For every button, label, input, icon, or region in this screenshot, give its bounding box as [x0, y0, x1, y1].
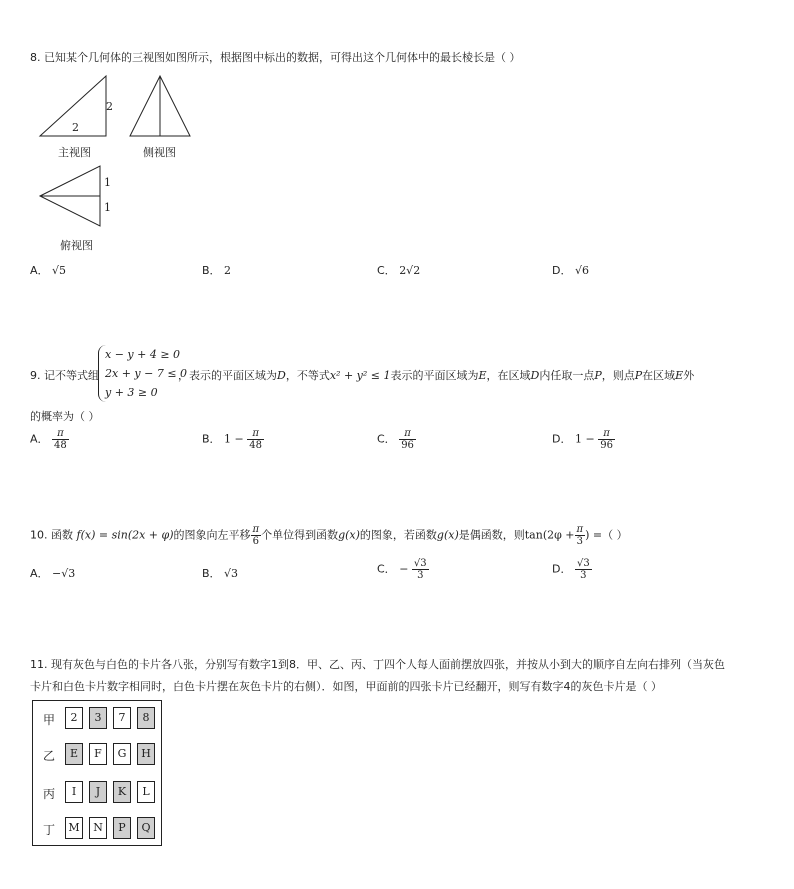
- gray-card[interactable]: Q: [137, 817, 155, 839]
- option-prefix: 1 −: [224, 432, 244, 446]
- option-value: √5: [52, 264, 67, 277]
- question-11-line-2: 卡片和白色卡片数字相同时，白色卡片摆在灰色卡片的右侧）．如图，甲面前的四张卡片已经翻开，则写有数字4的灰色卡片是（ ）: [30, 680, 662, 693]
- option-letter: D．: [552, 264, 572, 277]
- q9-circle-inequality: x² + y² ≤ 1: [329, 369, 391, 382]
- option-letter: A．: [30, 432, 49, 446]
- fraction: $\frac{\pi}{48}$: [249, 428, 262, 451]
- white-card[interactable]: 2: [65, 707, 83, 729]
- option-letter: A．: [30, 264, 49, 277]
- top-view-figure: [38, 164, 118, 230]
- card-row-person: 丙: [43, 787, 56, 801]
- q9-text-a: ，表示的平面区域为: [178, 369, 277, 382]
- q9-text-e: 内任取一点: [539, 369, 595, 382]
- card-grid: [32, 700, 162, 846]
- option-letter: C．: [377, 264, 396, 277]
- q10-function-g-2: g(x): [436, 528, 459, 542]
- option-letter: A．: [30, 567, 49, 580]
- q9-point-p: P: [594, 369, 602, 382]
- option-prefix: −: [399, 562, 409, 576]
- question-9-text: [178, 367, 694, 383]
- option-letter: C．: [377, 432, 396, 446]
- card-row: [33, 817, 161, 841]
- option-letter: B．: [202, 567, 221, 580]
- q9-option-a[interactable]: [30, 428, 69, 451]
- white-card[interactable]: 7: [113, 707, 131, 729]
- q9-text-f: ，则点: [601, 369, 635, 382]
- card-row: [33, 781, 161, 805]
- card-row-person: 丁: [43, 823, 56, 837]
- gray-card[interactable]: J: [89, 781, 107, 803]
- q9-region-d: D: [277, 369, 286, 382]
- option-letter: B．: [202, 432, 221, 446]
- q9-text-b: ，不等式: [285, 369, 330, 382]
- gray-card[interactable]: E: [65, 743, 83, 765]
- white-card[interactable]: M: [65, 817, 83, 839]
- question-8-text: 8. 已知某个几何体的三视图如图所示，根据图中标出的数据，可得出这个几何体中的最长棱长是（ ）: [30, 51, 521, 64]
- option-value: 2: [224, 264, 232, 277]
- q9-text-g: 在区域: [642, 369, 676, 382]
- option-value: −√3: [52, 567, 76, 580]
- front-view-height-label: 2: [106, 100, 113, 113]
- option-value: √6: [574, 264, 589, 277]
- top-view-dim-2: 1: [104, 201, 111, 214]
- fraction: $\frac{\pi}{96}$: [600, 428, 613, 451]
- q8-option-a[interactable]: [30, 262, 66, 278]
- side-view-caption: 侧视图: [143, 146, 176, 159]
- q9-text-d: ，在区域: [486, 369, 531, 382]
- q10-function-f: f(x) = sin(2x + φ): [76, 528, 174, 542]
- q10-tan-expr: tan(2φ +: [524, 528, 575, 542]
- option-letter: D．: [552, 562, 572, 576]
- fraction: $\frac{√3}{3}$: [413, 558, 427, 581]
- q10-option-a[interactable]: [30, 565, 75, 581]
- q10-text-c: 的图象，若函数: [359, 528, 437, 542]
- side-view-figure: [126, 72, 196, 142]
- fraction: $\frac{\pi}{48}$: [54, 428, 67, 451]
- q9-option-d[interactable]: [552, 428, 615, 451]
- q10-tan-fraction: $\frac{\pi}{3}$: [576, 524, 584, 547]
- option-letter: C．: [377, 562, 396, 576]
- inequality-3: y + 3 ≥ 0: [105, 386, 158, 399]
- white-card[interactable]: I: [65, 781, 83, 803]
- white-card[interactable]: G: [113, 743, 131, 765]
- option-value: √3: [224, 567, 239, 580]
- option-letter: B．: [202, 264, 221, 277]
- q9-text-c: 表示的平面区域为: [390, 369, 479, 382]
- question-10-text: [30, 524, 628, 547]
- q10-shift-fraction: $\frac{\pi}{6}$: [252, 524, 260, 547]
- fraction: $\frac{√3}{3}$: [576, 558, 590, 581]
- inequality-system: [98, 345, 187, 402]
- q8-option-b[interactable]: [202, 262, 231, 278]
- question-9-line-2: 的概率为（ ）: [30, 410, 100, 423]
- q10-option-b[interactable]: [202, 565, 238, 581]
- card-row: [33, 707, 161, 731]
- white-card[interactable]: L: [137, 781, 155, 803]
- q8-option-c[interactable]: [377, 262, 420, 278]
- front-view-figure: [38, 72, 128, 142]
- q10-option-c[interactable]: [377, 558, 429, 581]
- card-row: [33, 743, 161, 767]
- q10-number: 10. 函数: [30, 528, 73, 542]
- option-letter: D．: [552, 432, 572, 446]
- top-view-caption: 俯视图: [60, 239, 93, 252]
- option-prefix: 1 −: [574, 432, 595, 446]
- q9-region-d-2: D: [530, 369, 540, 382]
- fraction: $\frac{\pi}{96}$: [401, 428, 414, 451]
- card-row-person: 乙: [43, 749, 56, 763]
- option-value: 2√2: [399, 264, 421, 277]
- q10-text-b: 个单位得到函数: [261, 528, 339, 542]
- white-card[interactable]: F: [89, 743, 107, 765]
- q9-region-e: E: [478, 369, 487, 382]
- white-card[interactable]: N: [89, 817, 107, 839]
- front-view-base-label: 2: [72, 121, 79, 134]
- q9-option-b[interactable]: [202, 428, 264, 451]
- question-11-line-1: 11. 现有灰色与白色的卡片各八张，分别写有数字1到8．甲、乙、丙、丁四个人每人面前摆放四张，并按从小到大的顺序自左向右排列（当灰色: [30, 658, 725, 671]
- inequality-2: 2x + y − 7 ≤ 0: [105, 367, 188, 380]
- q10-text-a: 的图象向左平移: [173, 528, 251, 542]
- q8-option-d[interactable]: [552, 262, 589, 278]
- q9-text-h: 外: [683, 369, 695, 382]
- gray-card[interactable]: 3: [89, 707, 107, 729]
- q10-text-d: 是偶函数，则: [458, 528, 525, 542]
- q10-function-g: g(x): [338, 528, 360, 542]
- gray-card[interactable]: K: [113, 781, 131, 803]
- q9-region-e-2: E: [675, 369, 684, 382]
- question-9-number: 9. 记不等式组: [30, 369, 99, 382]
- card-row-person: 甲: [43, 713, 56, 727]
- top-view-dim-1: 1: [104, 176, 111, 189]
- q10-tan-close: ) =（ ）: [585, 528, 628, 542]
- gray-card[interactable]: H: [137, 743, 155, 765]
- front-view-caption: 主视图: [58, 146, 91, 159]
- q9-point-p-2: P: [634, 369, 643, 382]
- inequality-1: x − y + 4 ≥ 0: [105, 348, 181, 361]
- gray-card[interactable]: P: [113, 817, 131, 839]
- q10-option-d[interactable]: [552, 558, 592, 581]
- q9-option-c[interactable]: [377, 428, 416, 451]
- gray-card[interactable]: 8: [137, 707, 155, 729]
